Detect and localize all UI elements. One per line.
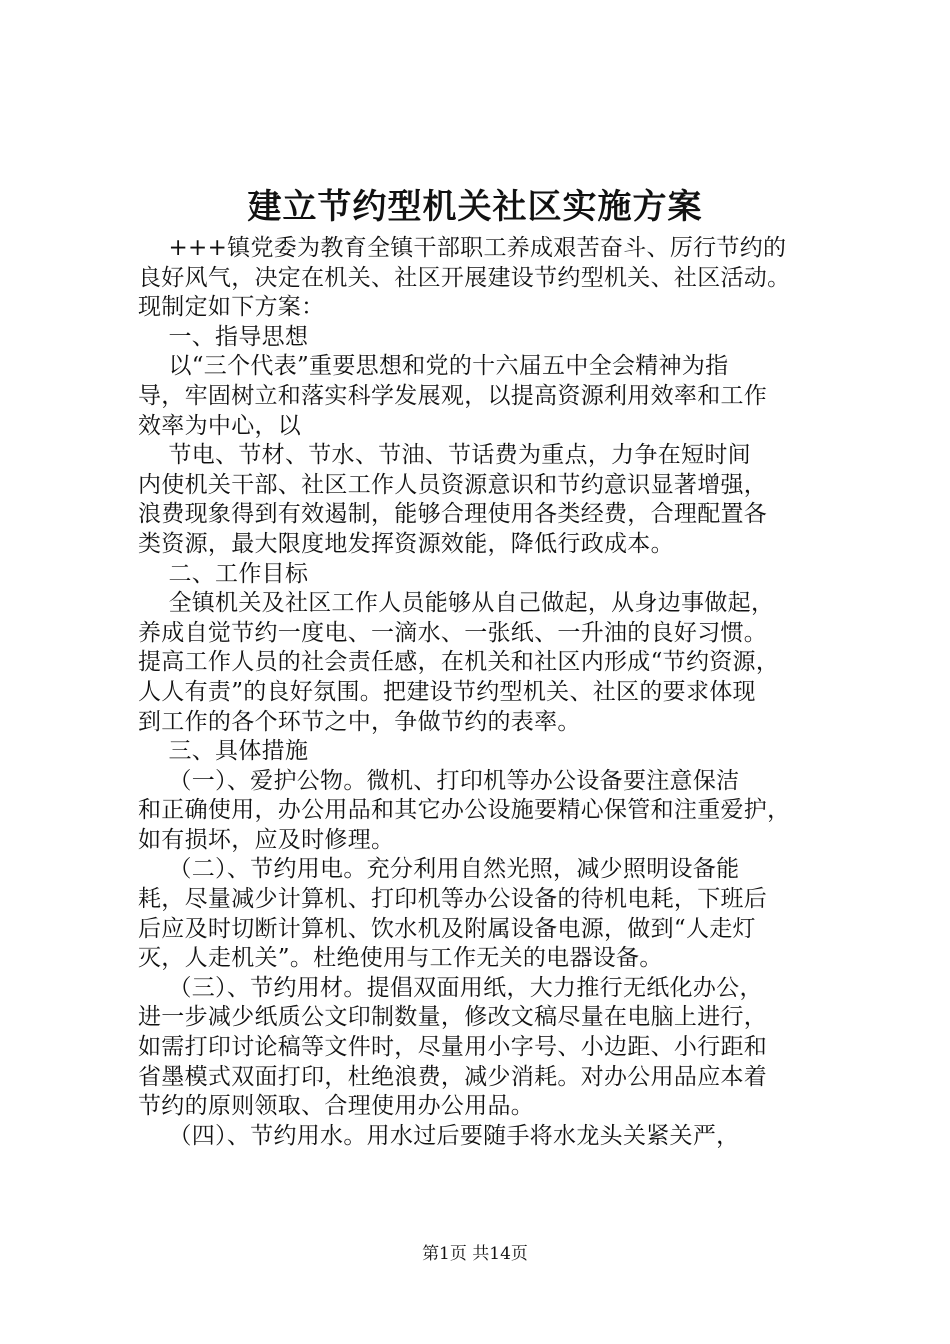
text-line: （二）、节约用电。充分利用自然光照，减少照明设备能 (138, 856, 740, 883)
text-line: 后应及时切断计算机、饮水机及附属设备电源，做到“人走灯 (138, 915, 756, 942)
text-line: +++镇党委为教育全镇干部职工养成艰苦奋斗、厉行节约的 (138, 235, 787, 261)
text-line: 良好风气，决定在机关、社区开展建设节约型机关、社区活动。 (138, 264, 791, 291)
document-body (138, 234, 858, 1151)
text-line: 内使机关干部、社区工作人员资源意识和节约意识显著增强， (138, 471, 768, 498)
text-line: 导，牢固树立和落实科学发展观，以提高资源利用效率和工作 (138, 382, 768, 409)
text-line: 提高工作人员的社会责任感，在机关和社区内形成“节约资源， (138, 649, 780, 676)
section-heading: 三、具体措施 (138, 738, 309, 765)
text-line: （一）、爱护公物。微机、打印机等办公设备要注意保洁 (138, 767, 740, 794)
text-line: 全镇机关及社区工作人员能够从自己做起，从身边事做起， (138, 590, 775, 617)
text-line: 节约的原则领取、合理使用办公用品。 (138, 1093, 535, 1120)
text-line: 如需打印讨论稿等文件时，尽量用小字号、小边距、小行距和 (138, 1034, 768, 1061)
text-line: 现制定如下方案： (138, 294, 325, 321)
text-line: 类资源，最大限度地发挥资源效能，降低行政成本。 (138, 530, 674, 557)
text-line: （四）、节约用水。用水过后要随手将水龙头关紧关严， (138, 1122, 740, 1149)
text-line: 进一步减少纸质公文印制数量，修改文稿尽量在电脑上进行， (138, 1004, 768, 1031)
document-title: 建立节约型机关社区实施方案 (247, 187, 703, 227)
text-line: 耗，尽量减少计算机、打印机等办公设备的待机电耗，下班后 (138, 886, 768, 913)
text-line: 和正确使用，办公用品和其它办公设施要精心保管和注重爱护， (138, 797, 791, 824)
text-line: 以“三个代表”重要思想和党的十六届五中全会精神为指 (138, 353, 729, 380)
text-line: 如有损坏，应及时修理。 (138, 826, 395, 853)
text-line: 省墨模式双面打印，杜绝浪费，减少消耗。对办公用品应本着 (138, 1063, 768, 1090)
page-number-footer: 第1页 共14页 (422, 1244, 528, 1264)
text-line: 人人有责”的良好氛围。把建设节约型机关、社区的要求体现 (138, 678, 756, 705)
text-line: 节电、节材、节水、节油、节话费为重点，力争在短时间 (138, 442, 751, 469)
text-line: 养成自觉节约一度电、一滴水、一张纸、一升油的良好习惯。 (138, 619, 768, 646)
section-heading: 一、指导思想 (138, 323, 309, 350)
text-line: 到工作的各个环节之中，争做节约的表率。 (138, 708, 581, 735)
text-line: （三）、节约用材。提倡双面用纸，大力推行无纸化办公， (138, 974, 763, 1001)
text-line: 效率为中心，以 (138, 412, 302, 439)
text-line: 灭，人走机关”。杜绝使用与工作无关的电器设备。 (138, 945, 663, 972)
text-line: 浪费现象得到有效遏制，能够合理使用各类经费，合理配置各 (138, 501, 768, 528)
section-heading: 二、工作目标 (138, 560, 309, 587)
